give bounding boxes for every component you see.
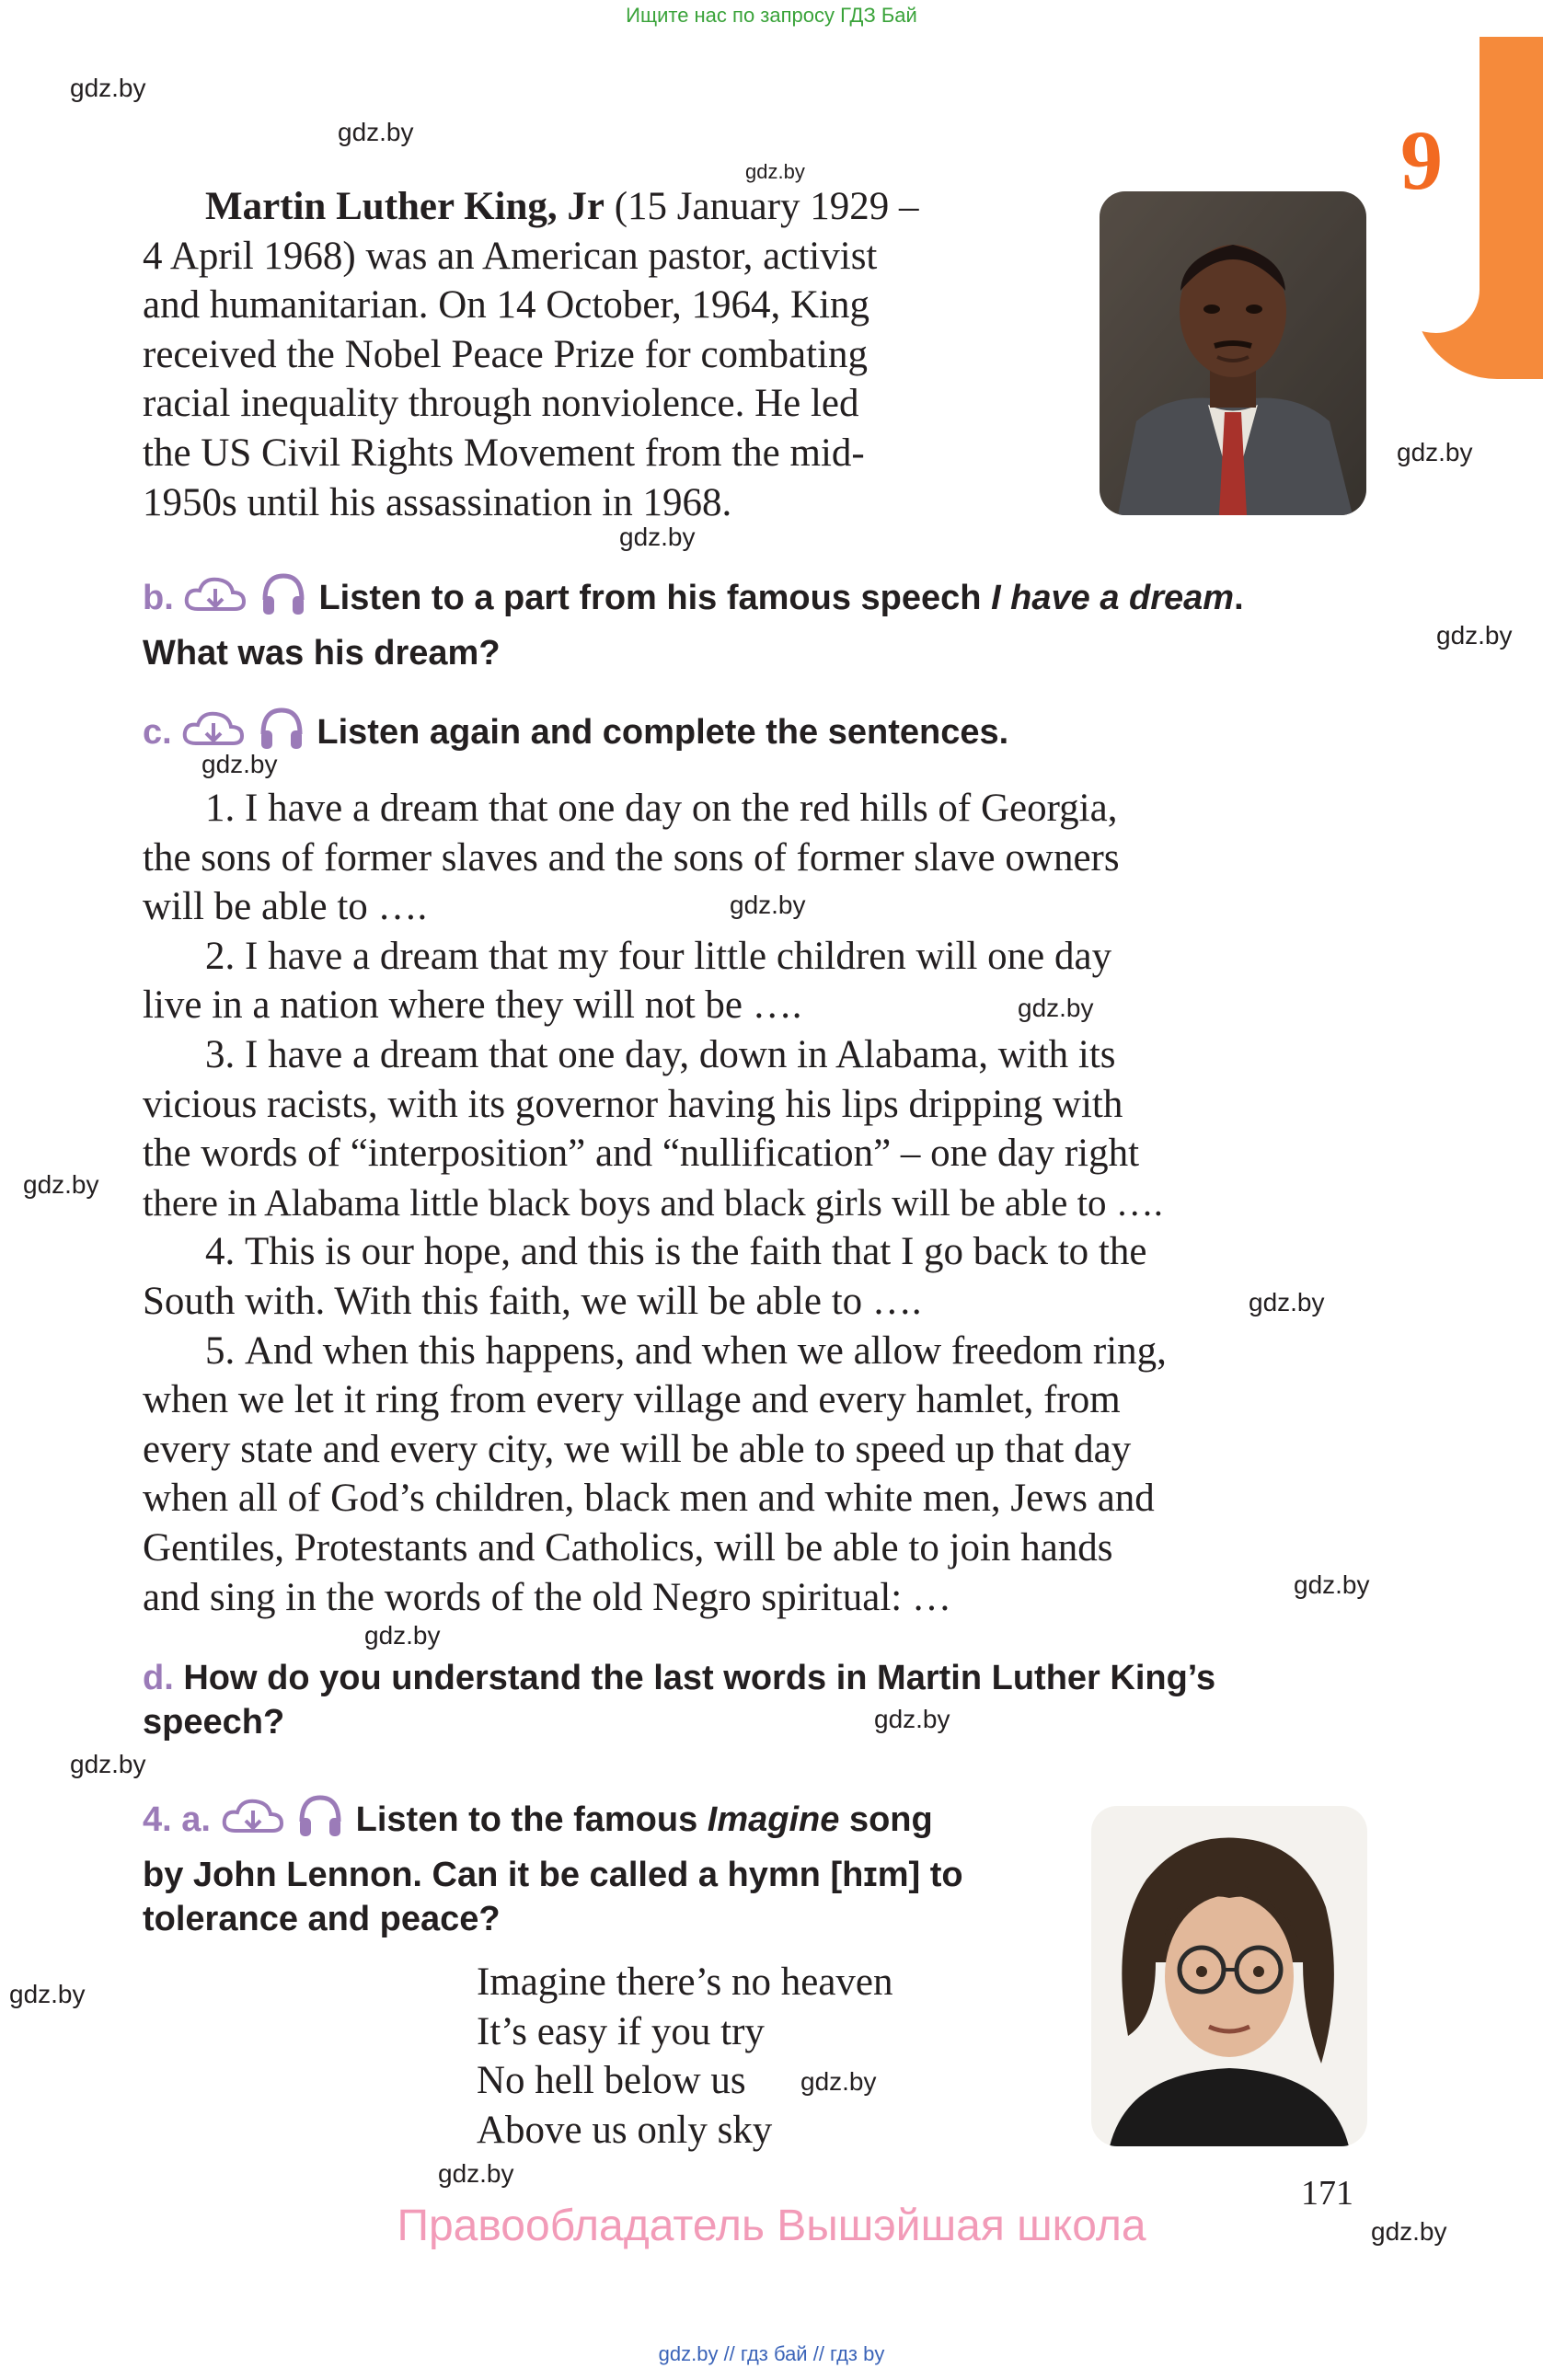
task-4-number: 4. [143,1800,172,1840]
bio-line: 1950s until his assassination in 1968. [143,480,732,524]
headphones-icon[interactable] [258,569,309,631]
task-d-text: How do you understand the last words in Martin Luther King’s [183,1659,1216,1697]
song-title: Imagine [707,1800,840,1840]
poem-line: Above us only sky [477,2108,773,2152]
bio-first-line [143,182,1055,232]
task-d [143,1656,1366,1744]
task-4a-text: Listen to the famous [355,1800,708,1840]
watermark: gdz.by [1294,1570,1370,1599]
watermark: gdz.by [9,1980,86,2008]
task-d-letter: d. [143,1659,174,1697]
task-4a [143,1790,1054,1941]
bio-line: received the Nobel Peace Prize for combating [143,332,868,376]
top-banner[interactable]: Ищите нас по запросу ГДЗ Бай [626,4,917,27]
sentence-item [143,1327,1366,1623]
sentence-item [143,784,1366,932]
sentence-line: South with. With this faith, we will be able to …. [143,1279,922,1323]
mlk-portrait [1100,191,1366,515]
sentence-number: 1. [205,787,236,830]
headphones-icon[interactable] [294,1790,346,1853]
watermark: gdz.by [1371,2217,1447,2246]
watermark: gdz.by [730,891,806,919]
sentence-line: will be able to …. [143,885,428,929]
task-4a-text-end: song [839,1800,933,1840]
sentence-line: the sons of former slaves and the sons of former slave owners [143,835,1120,880]
poem-line: No hell below us [477,2059,746,2103]
bio-line: and humanitarian. On 14 October, 1964, King [143,283,870,328]
bottom-links[interactable]: gdz.by // гдз бай // гдз by [658,2342,885,2365]
bio-line: racial inequality through nonviolence. He led [143,382,859,426]
sentence-item [143,1030,1366,1227]
poem-line: It’s easy if you try [477,2009,765,2053]
bio-dates: (15 January 1929 – [604,185,919,228]
watermark: gdz.by [202,750,278,778]
sentence-list [143,784,1366,1622]
sentence-line: and sing in the words of the old Negro spiritual: … [143,1575,951,1619]
sentence-line: 5. And when this happens, and when we allow freedom ring, [205,1328,1167,1373]
sentence-line: vicious racists, with its governor having his lips dripping with [143,1082,1123,1126]
unit-number: 9 [1400,113,1443,207]
watermark: gdz.by [619,523,696,551]
bio-name: Martin Luther King, Jr [205,185,605,228]
bio-line: the US Civil Rights Movement from the mid- [143,431,865,475]
bio-line: 4 April 1968) was an American pastor, activist [143,234,878,278]
watermark: gdz.by [1018,994,1094,1022]
poem [477,1958,893,2155]
sentence-line: when all of God’s children, black men and white men, Jews and [143,1477,1155,1521]
watermark: gdz.by [364,1621,441,1650]
sentence-line: 2. I have a dream that my four little children will one day [205,934,1112,978]
watermark: gdz.by [1249,1288,1325,1316]
task-c [143,703,1366,765]
sentence-line: when we let it ring from every village and every hamlet, from [143,1378,1121,1422]
sentence-line: Gentiles, Protestants and Catholics, will be able to join hands [143,1525,1113,1569]
headphones-icon[interactable] [256,703,307,765]
sentence-item [143,932,1366,1030]
sentence-item [143,1227,1366,1326]
sentence-number: 5. [205,1328,236,1373]
sentence-line: 1. I have a dream that one day on the red hills of Georgia, [205,787,1118,830]
sentence-line: the words of “interposition” and “nullification” – one day right [143,1132,1140,1176]
download-cloud-icon[interactable] [221,1794,285,1849]
lennon-portrait [1091,1806,1367,2146]
watermark: gdz.by [1436,621,1513,650]
watermark: gdz.by [874,1705,950,1733]
watermark: gdz.by [800,2067,877,2096]
task-d-text-cont: speech? [143,1703,285,1742]
task-4a-line2: by John Lennon. Can it be called a hymn [hɪm] to [143,1856,963,1894]
task-b [143,569,1366,675]
sentence-number: 4. [205,1230,236,1274]
sentence-line: every state and every city, we will be able to speed up that day [143,1427,1132,1471]
task-b-end: . [1234,579,1244,618]
task-c-letter: c. [143,713,172,753]
bio-paragraph [143,182,1055,527]
task-b-letter: b. [143,579,174,618]
watermark: gdz.by [70,1750,146,1778]
speech-title: I have a dream [991,579,1235,618]
copyright-notice: Правообладатель Вышэйшая школа [397,2202,1146,2250]
sentence-line: there in Alabama little black boys and black girls will be able to …. [143,1180,1163,1224]
page-number: 171 [1301,2174,1353,2213]
sentence-line: 4. This is our hope, and this is the faith that I go back to the [205,1230,1147,1274]
download-cloud-icon[interactable] [183,572,248,627]
download-cloud-icon[interactable] [181,707,246,762]
watermark: gdz.by [438,2159,514,2188]
poem-line: Imagine there’s no heaven [477,1960,893,2004]
watermark: gdz.by [745,160,805,183]
watermark: gdz.by [23,1170,99,1199]
sentence-line: live in a nation where they will not be …. [143,983,802,1028]
task-b-text: Listen to a part from his famous speech [318,579,992,618]
task-b-question: What was his dream? [143,634,501,673]
sentence-number: 2. [205,934,236,978]
task-c-text: Listen again and complete the sentences. [317,713,1009,753]
watermark: gdz.by [70,74,146,102]
watermark: gdz.by [1397,438,1473,466]
sentence-number: 3. [205,1032,236,1076]
task-4a-letter: a. [181,1800,211,1840]
sentence-line: 3. I have a dream that one day, down in Alabama, with its [205,1032,1116,1076]
task-4a-line3: tolerance and peace? [143,1900,501,1938]
watermark: gdz.by [338,118,414,146]
